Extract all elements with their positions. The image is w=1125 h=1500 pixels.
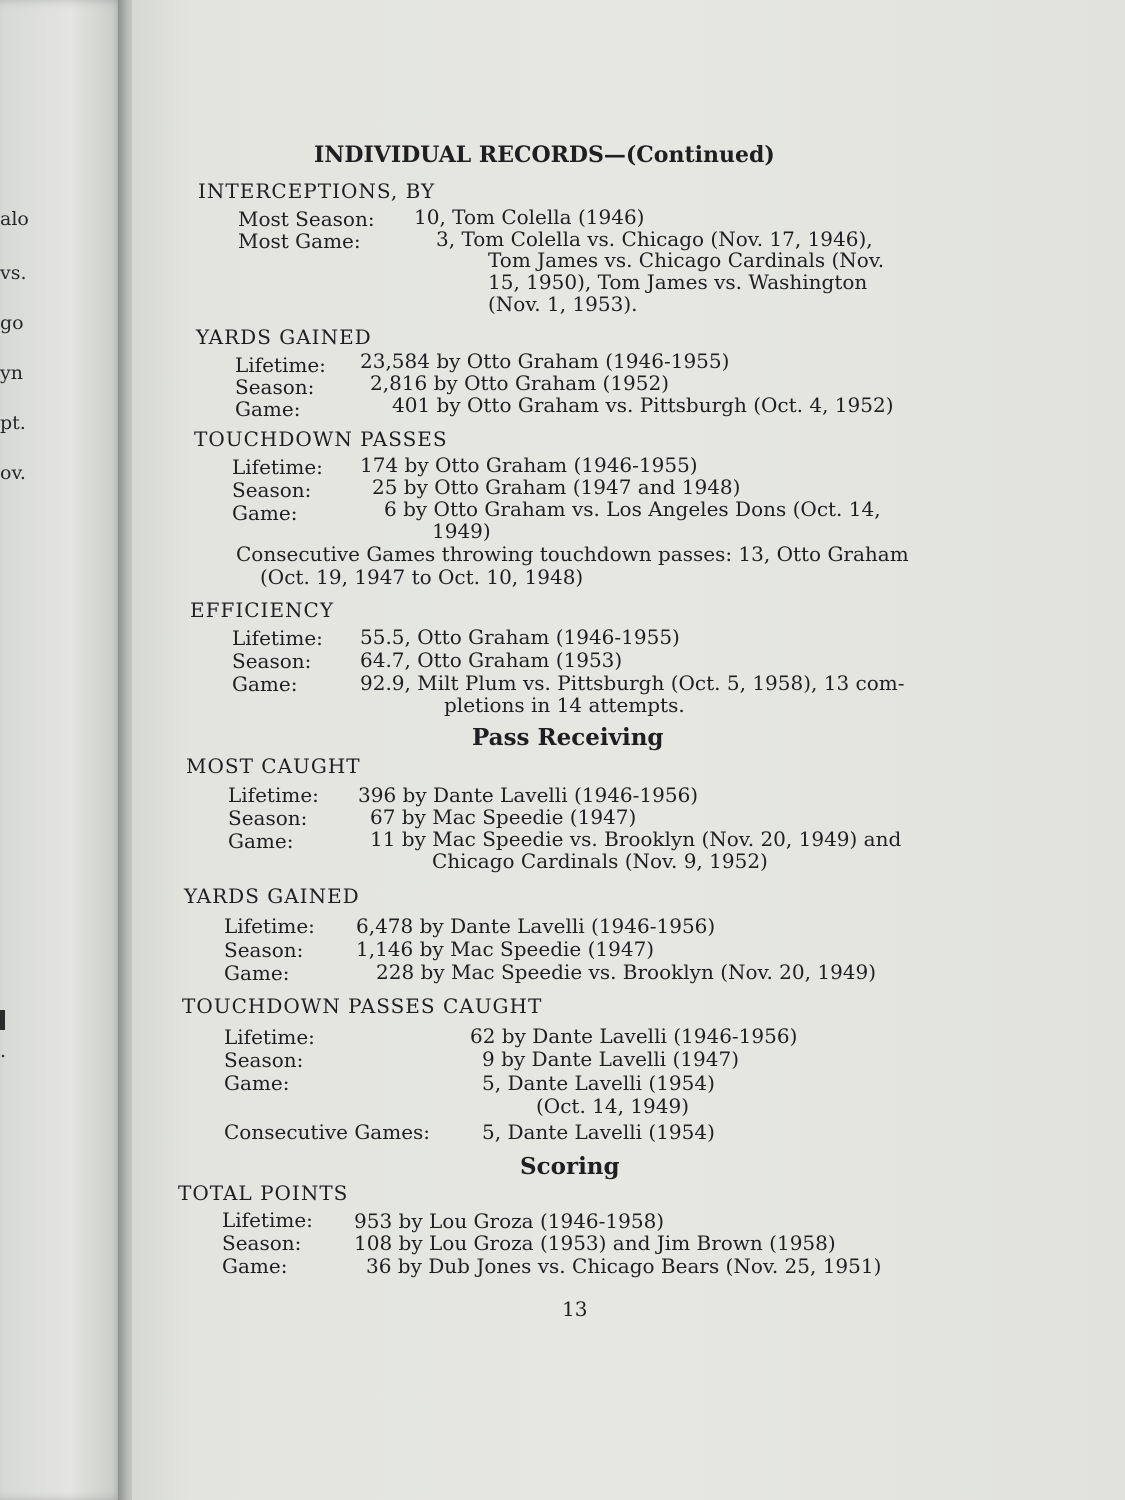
record-label: Consecutive Games: xyxy=(224,1120,431,1144)
subheading-pass-receiving: Pass Receiving xyxy=(472,724,664,751)
section-heading-efficiency: EFFICIENCY xyxy=(190,598,335,622)
record-value: 10, Tom Colella (1946) xyxy=(414,205,645,229)
record-value-cont: pletions in 14 attempts. xyxy=(444,693,685,717)
record-label: Lifetime: xyxy=(235,353,326,377)
section-heading-interceptions: INTERCEPTIONS, BY xyxy=(198,179,436,203)
record-label: Lifetime: xyxy=(232,626,323,650)
record-value: 228 by Mac Speedie vs. Brooklyn (Nov. 20, 1949) xyxy=(376,960,877,984)
record-label: Season: xyxy=(232,478,312,502)
record-label: Season: xyxy=(228,806,308,830)
record-value: 55.5, Otto Graham (1946-1955) xyxy=(360,625,680,649)
record-label: Game: xyxy=(222,1254,288,1278)
record-value-cont: (Oct. 14, 1949) xyxy=(536,1094,690,1118)
record-value-cont: Chicago Cardinals (Nov. 9, 1952) xyxy=(432,849,768,873)
record-label: Game: xyxy=(224,1071,290,1095)
left-page-fragment: vs. xyxy=(0,262,27,284)
record-value: 67 by Mac Speedie (1947) xyxy=(370,805,637,829)
consecutive-note: Consecutive Games throwing touchdown passes: 13, Otto Graham xyxy=(236,542,909,566)
record-value-cont: 15, 1950), Tom James vs. Washington xyxy=(488,270,868,294)
record-label: Game: xyxy=(232,501,298,525)
record-value: 108 by Lou Groza (1953) and Jim Brown (1958) xyxy=(354,1231,836,1255)
left-page-fragment: alo xyxy=(0,208,29,230)
left-page-fragment: pt. xyxy=(0,412,26,434)
record-value: 92.9, Milt Plum vs. Pittsburgh (Oct. 5, 1958), 13 com- xyxy=(360,671,905,695)
section-heading-touchdown-passes: TOUCHDOWN PASSES xyxy=(194,427,448,451)
page-number: 13 xyxy=(562,1297,588,1321)
record-value: 64.7, Otto Graham (1953) xyxy=(360,648,623,672)
record-value: 5, Dante Lavelli (1954) xyxy=(482,1071,715,1095)
record-label: Season: xyxy=(235,375,315,399)
record-value-cont: (Nov. 1, 1953). xyxy=(488,292,638,316)
section-heading-yards-gained: YARDS GAINED xyxy=(196,325,372,349)
subheading-scoring: Scoring xyxy=(520,1153,620,1180)
record-label: Season: xyxy=(222,1231,302,1255)
record-label: Season: xyxy=(232,649,312,673)
record-value: 396 by Dante Lavelli (1946-1956) xyxy=(358,783,699,807)
record-label: Game: xyxy=(235,397,301,421)
record-label: Season: xyxy=(224,1048,304,1072)
document-page xyxy=(132,0,1125,1500)
record-label: Season: xyxy=(224,938,304,962)
section-heading-most-caught: MOST CAUGHT xyxy=(186,754,361,778)
record-value: 11 by Mac Speedie vs. Brooklyn (Nov. 20, 1949) and xyxy=(370,827,902,851)
record-value: 401 by Otto Graham vs. Pittsburgh (Oct. 4, 1952) xyxy=(392,393,894,417)
record-value: 174 by Otto Graham (1946-1955) xyxy=(360,453,698,477)
record-value-cont: Tom James vs. Chicago Cardinals (Nov. xyxy=(488,248,885,272)
record-value: 23,584 by Otto Graham (1946-1955) xyxy=(360,349,730,373)
record-label: Game: xyxy=(224,961,290,985)
record-value: 953 by Lou Groza (1946-1958) xyxy=(354,1209,665,1233)
record-label: Lifetime: xyxy=(228,783,319,807)
record-value: 6 by Otto Graham vs. Los Angeles Dons (Oct. 14, xyxy=(384,497,881,521)
section-heading-receiving-yards: YARDS GAINED xyxy=(184,884,360,908)
record-label: Lifetime: xyxy=(224,914,315,938)
record-value: 3, Tom Colella vs. Chicago (Nov. 17, 1946), xyxy=(436,227,873,251)
section-heading-total-points: TOTAL POINTS xyxy=(178,1181,349,1205)
record-value-cont: 1949) xyxy=(432,519,491,543)
left-page-mark xyxy=(0,1010,5,1030)
record-label: Lifetime: xyxy=(232,455,323,479)
record-value: 25 by Otto Graham (1947 and 1948) xyxy=(372,475,741,499)
record-value: 62 by Dante Lavelli (1946-1956) xyxy=(470,1024,798,1048)
record-value: 5, Dante Lavelli (1954) xyxy=(482,1120,715,1144)
record-value: 1,146 by Mac Speedie (1947) xyxy=(356,937,655,961)
consecutive-note-cont: (Oct. 19, 1947 to Oct. 10, 1948) xyxy=(260,565,584,589)
record-value: 9 by Dante Lavelli (1947) xyxy=(482,1047,740,1071)
left-page-fragment: go xyxy=(0,312,24,334)
left-page-fragment: . xyxy=(0,1040,7,1062)
record-label: Most Game: xyxy=(238,229,361,253)
record-value: 2,816 by Otto Graham (1952) xyxy=(370,371,670,395)
record-label: Lifetime: xyxy=(222,1208,313,1232)
record-label: Lifetime: xyxy=(224,1025,315,1049)
record-value: 6,478 by Dante Lavelli (1946-1956) xyxy=(356,914,716,938)
record-value: 36 by Dub Jones vs. Chicago Bears (Nov. 25, 1951) xyxy=(366,1254,882,1278)
record-label: Most Season: xyxy=(238,207,375,231)
section-heading-td-passes-caught: TOUCHDOWN PASSES CAUGHT xyxy=(182,994,543,1018)
page-title: INDIVIDUAL RECORDS—(Continued) xyxy=(314,142,775,168)
left-page-fragment: ov. xyxy=(0,462,26,484)
record-label: Game: xyxy=(232,672,298,696)
left-page-fragment: yn xyxy=(0,362,23,384)
record-label: Game: xyxy=(228,829,294,853)
left-page-edge xyxy=(0,0,128,1500)
